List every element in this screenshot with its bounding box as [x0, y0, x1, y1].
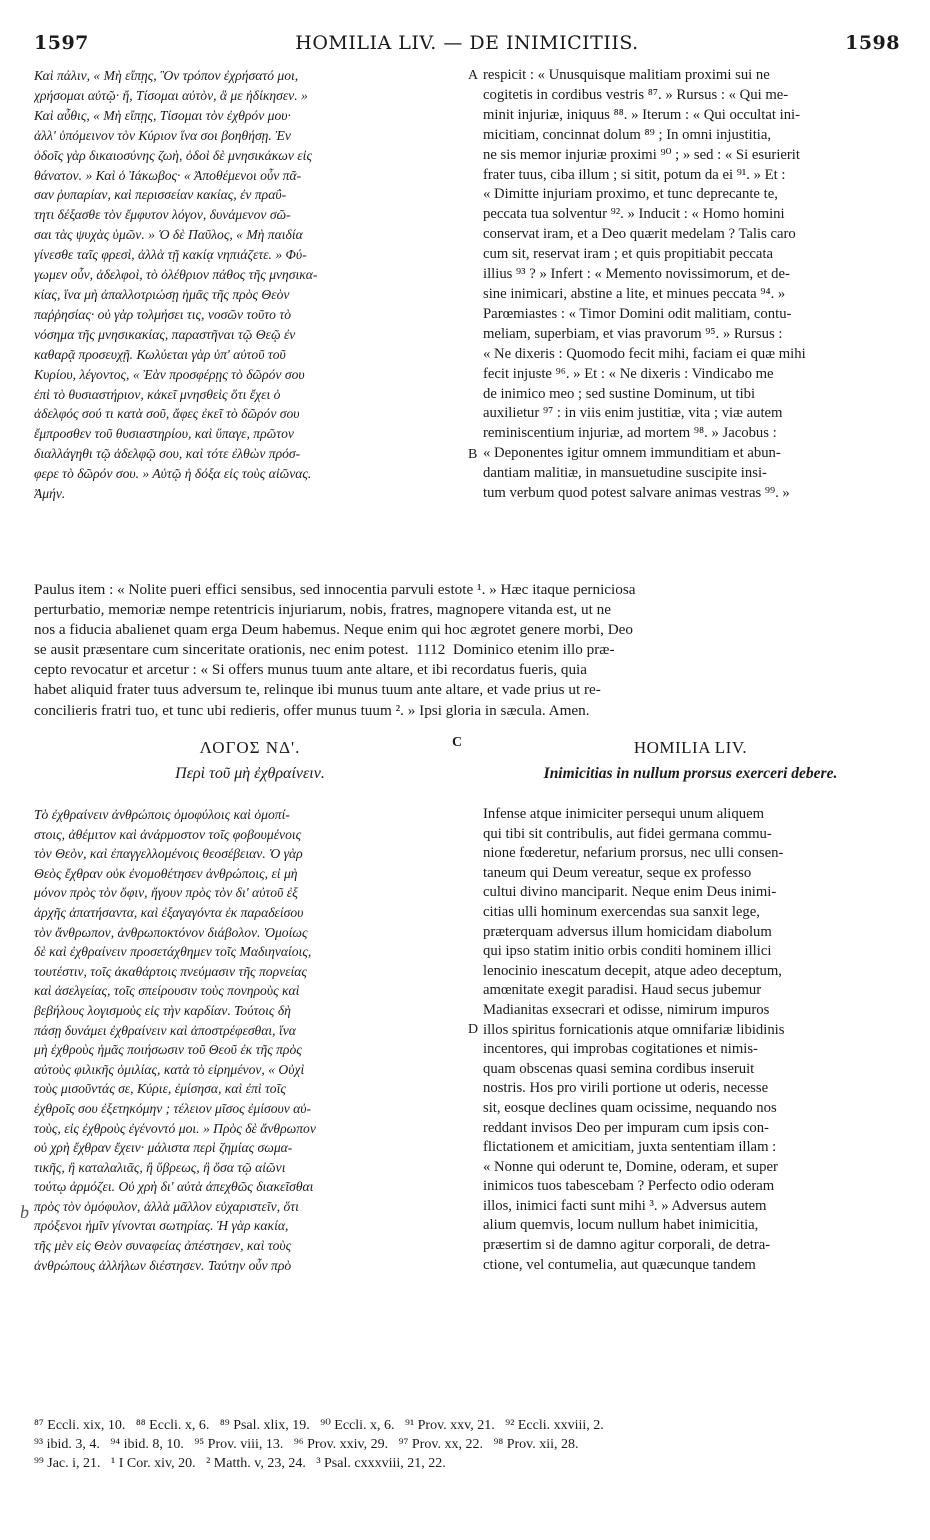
margin-marker-d: D — [468, 1022, 479, 1037]
margin-marker-a: A — [468, 68, 479, 83]
running-header — [34, 32, 900, 58]
greek-column-bottom: Τὸ ἐχθραίνειν ἀνθρώποις ὁμοφύλοις καὶ ὁμοπί- στοις, ἀθέμιτον καὶ ἀνάρμοστον τοῖς φοβουμένοις τὸν Θεὸν, καὶ ἐπαγγελλομένοις θεοσέβειαν. Ὁ γὰρ Θεὸς ἔχθραν οὐκ ἐνομοθέτησεν ἀνθρώποις, εἰ μὴ μόνον πρὸς τὸν ὄφιν, ἤγουν πρὸς τὸν δι' αὐτοῦ ἐξ ἀρχῆς ἀπατήσαντα, καὶ ἐξαγαγόντα ἐκ παραδείσου τὸν ἄνθρωπον, ἀνθρωποκτόνον διάβολον. Ὁμοίως δὲ καὶ ἐχθραίνειν προσετάχθημεν τοῖς Μαδιηναίοις, τουτέστιν, τοῖς ἀκαθάρτοις πνεύμασιν τῆς πορνείας καὶ ἀσελγείας, τοῖς σπείρουσιν τοὺς πονηροὺς καὶ βεβήλους λογισμοὺς εἰς τὴν καρδίαν. Τούτοις δὴ πάσῃ δυνάμει ἐχθραίνειν καὶ ἀποστρέφεσθαι, ἵνα μὴ ἐχθροὺς ἡμᾶς ποιήσωσιν τοῦ Θεοῦ ἐκ τῆς πρὸς αὐτοὺς φιλικῆς ὁμιλίας, κατὰ τὸ εἰρημένον, « Οὐχὶ τοὺς μισοῦντάς σε, Κύριε, ἐμίσησα, καὶ ἐπὶ τοῖς ἐχθροῖς σου ἐξετηκόμην ; τέλειον μῖσος ἐμίσουν αὐ- τοὺς, εἰς ἐχθροὺς ἐγένοντό μοι. » Πρὸς δὲ ἄνθρωπον οὐ χρὴ ἔχθραν ἔχειν· μάλιστα περὶ ζημίας σωμα- τικῆς, ἢ καταλαλιᾶς, ἢ ὕβρεως, ἢ ὅσα τῷ αἰῶνι τούτῳ ἁρμόζει. Οὐ χρὴ δι' αὐτὰ ἀπεχθῶς διακεῖσθαι πρὸς τὸν ὁμόφυλον, ἀλλὰ μᾶλλον εὐχαριστεῖν, ὅτι πρόξενοι ἡμῖν γίνονται σωτηρίας. Ἡ γὰρ κακία, τῆς μὲν εἰς Θεὸν συναφείας ἀπέστησεν, καὶ τοὺς ἀνθρώπους ἀλλήλων διέστησεν. Ταύτην οὖν πρὸ — [34, 807, 316, 1273]
latin-homily-title: HOMILIA LIV. — [633, 738, 748, 757]
page-number-left: 1597 — [34, 32, 89, 54]
margin-marker-c: C — [452, 735, 463, 750]
greek-column-top: Καὶ πάλιν, « Μὴ εἴπῃς, Ὃν τρόπον ἐχρήσατό μοι, χρήσομαι αὐτῷ· ἤ, Τίσομαι αὐτὸν, ἃ με ἠδίκησεν. » Καὶ αὖθις, « Μὴ εἴπῃς, Τίσομαι τὸν ἐχθρόν μου· ἀλλ' ὑπόμεινον τὸν Κύριον ἵνα σοι βοηθήσῃ. Ἐν ὁδοῖς γὰρ δικαιοσύνης ζωὴ, ὁδοὶ δὲ μνησικάκων εἰς θάνατον. » Καὶ ὁ Ἰάκωβος· « Ἀποθέμενοι οὖν πᾶ- σαν ῥυπαρίαν, καὶ περισσείαν κακίας, ἐν πραΰ- τητι δέξασθε τὸν ἔμφυτον λόγον, δυνάμενον σῶ- σαι τὰς ψυχὰς ὑμῶν. » Ὁ δὲ Παῦλος, « Μὴ παιδία γίνεσθε ταῖς φρεσὶ, ἀλλὰ τῇ κακίᾳ νηπιάζετε. » Φύ- γωμεν οὖν, ἀδελφοὶ, τὸ ὀλέθριον πάθος τῆς μνησικα- κίας, ἵνα μὴ ἀπαλλοτριώσῃ ἡμᾶς τῆς πρὸς Θεὸν παῤῥησίας· οὐ γὰρ τολμήσει τις, νοσῶν τοῦτο τὸ νόσημα τῆς μνησικακίας, παραστῆναι τῷ Θεῷ ἐν καθαρᾷ προσευχῇ. Κωλύεται γὰρ ὑπ' αὐτοῦ τοῦ Κυρίου, λέγοντος, « Ἐὰν προσφέρῃς τὸ δῶρόν σου ἐπὶ τὸ θυσιαστήριον, κἀκεῖ μνησθεὶς ὅτι ἔχει ὁ ἀδελφός σού τι κατὰ σοῦ, ἄφες ἐκεῖ τὸ δῶρόν σου ἔμπροσθεν τοῦ θυσιαστηρίου, καὶ ὕπαγε, πρῶτον διαλλάγηθι τῷ ἀδελφῷ σου, καὶ τότε ἐλθὼν πρόσ- φερε τὸ δῶρόν σου. » Αὐτῷ ἡ δόξα εἰς τοὺς αἰῶνας. Ἀμήν. — [34, 68, 318, 502]
latin-column-bottom: Infense atque inimiciter persequi unum aliquem qui tibi sit contribulis, aut fidei germana commu- nione fœderetur, nefarium prorsus, nec ulli consen- taneum qui Deum vereatur, seque ex professo cultui divino manciparit. Neque enim Deus inimi- citias ulli hominum exercendas sua sanxit lege, præterquam adversus illum homicidam diabolum qui ipso statim initio orbis conditi hominem illici lenocinio inescatum decepit, atque adeo deceptum, amœnitate exegit paradisi. Haud secus jubemur Madianitas exsecrari et odisse, nimirum impuros illos spiritus fornicationis atque omnifariæ libidinis incentores, qui improbas cogitationes et nimis- quam obscenas quasi semina cordibus inseruit nostris. Hos pro virili portione ut oderis, necesse sit, eosque declines quam ocissime, nequando nos reddant invisos Deo per impuram cum ipsis con- flictationem et amicitiam, juxta sententiam illam : « Nonne qui oderunt te, Domine, oderam, et super inimicos tuos tabescebam ? Perfecto odio oderam illos, inimici facti sunt mihi ³. » Adversus autem alium quemvis, locum nullum habet inimicitia, præsertim si de damno agitur corporali, de detra- ctione, vel contumelia, aut quæcunque tandem — [483, 806, 785, 1273]
footnotes: ⁸⁷ Eccli. xix, 10. ⁸⁸ Eccli. x, 6. ⁸⁹ Psal. xlix, 19. ⁹⁰ Eccli. x, 6. ⁹¹ Prov. xxv, 21. ⁹² Eccli. xxviii, 2. ⁹³ ibid. 3, 4. ⁹⁴ ibid. 8, 10. ⁹⁵ Prov. viii, 13. ⁹⁶ Prov. xxiv, 29. ⁹⁷ Prov. xx, 22. ⁹⁸ Prov. xii, 28. ⁹⁹ Jac. i, 21. ¹ I Cor. xiv, 20. ² Matth. v, 23, 24. ³ Psal. cxxxviii, 21, 22. — [34, 1418, 604, 1471]
latin-column-top: respicit : « Unusquisque malitiam proximi sui ne cogitetis in cordibus vestris ⁸⁷. » Rursus : « Qui me- minit injuriæ, iniquus ⁸⁸. » Iterum : « Qui occultat ini- micitiam, concinnat dolum ⁸⁹ ; In omni injustitia, ne sis memor injuriæ proximi ⁹⁰ ; » sed : « Si esurierit frater tuus, ciba illum ; si sitit, potum da ei ⁹¹. » Et : « Dimitte injuriam proximo, et tunc deprecante te, peccata tua solventur ⁹². » Inducit : « Homo homini conservat iram, et a Deo quærit medelam ? Talis caro cum sit, reservat iram ; et quis propitiabit peccata illius ⁹³ ? » Infert : « Memento novissimorum, et de- sine inimicari, abstine a lite, et minues peccata ⁹⁴. » Parœmiastes : « Timor Domini odit malitiam, contu- meliam, superbiam, et vias pravorum ⁹⁵. » Rursus : « Ne dixeris : Quomodo fecit mihi, faciam ei quæ mihi fecit injuste ⁹⁶. » Et : « Ne dixeris : Vindicabo me de inimico meo ; sed sustine Dominum, ut tibi auxilietur ⁹⁷ : in viis enim justitiæ, vita ; viæ autem reminiscentium injuriæ, ad mortem ⁹⁸. » Jacobus : « Deponentes igitur omnem immunditiam et abun- dantiam malitiæ, in mansuetudine suscipite insi- tum verbum quod potest salvare animas vestras ⁹⁹. » — [483, 67, 806, 502]
margin-marker-b: B — [468, 447, 478, 462]
running-title: HOMILIA LIV. — DE INIMICITIIS. — [295, 32, 639, 54]
latin-full-width-paragraph: Paulus item : « Nolite pueri effici sensibus, sed innocentia parvuli estote ¹. » Hæc itaque perniciosa perturbatio, memoriæ nempe retentricis injuriarum, nobis, fratres, magnopere vitanda est, ut ne nos a fiducia abalienet quam erga Deum habemus. Neque enim qui hoc ægrotet genere morbi, Deo se ausit præsentare cum sinceritate orationis, nec enim potest. 1112 Dominico etenim illo præ- cepto revocatur et arcetur : « Si offers munus tuum ante altare, et ibi recordatus fueris, quia habet aliquid frater tuus adversum te, relinque ibi munus tuum ante altare, et vade prius ut re- concilieris fratri tuo, et tunc ubi redieris, offer munus tuum ². » Ipsi gloria in sæcula. Amen. — [34, 581, 636, 719]
page-number-right: 1598 — [845, 32, 900, 54]
greek-homily-title: ΛΟΓΟΣ ΝΔ'. — [199, 738, 301, 757]
handwritten-margin-mark: b — [20, 1202, 29, 1222]
greek-homily-subtitle: Περὶ τοῦ μὴ ἐχθραίνειν. — [175, 765, 325, 782]
latin-homily-subtitle: Inimicitias in nullum prorsus exerceri debere. — [543, 765, 838, 782]
